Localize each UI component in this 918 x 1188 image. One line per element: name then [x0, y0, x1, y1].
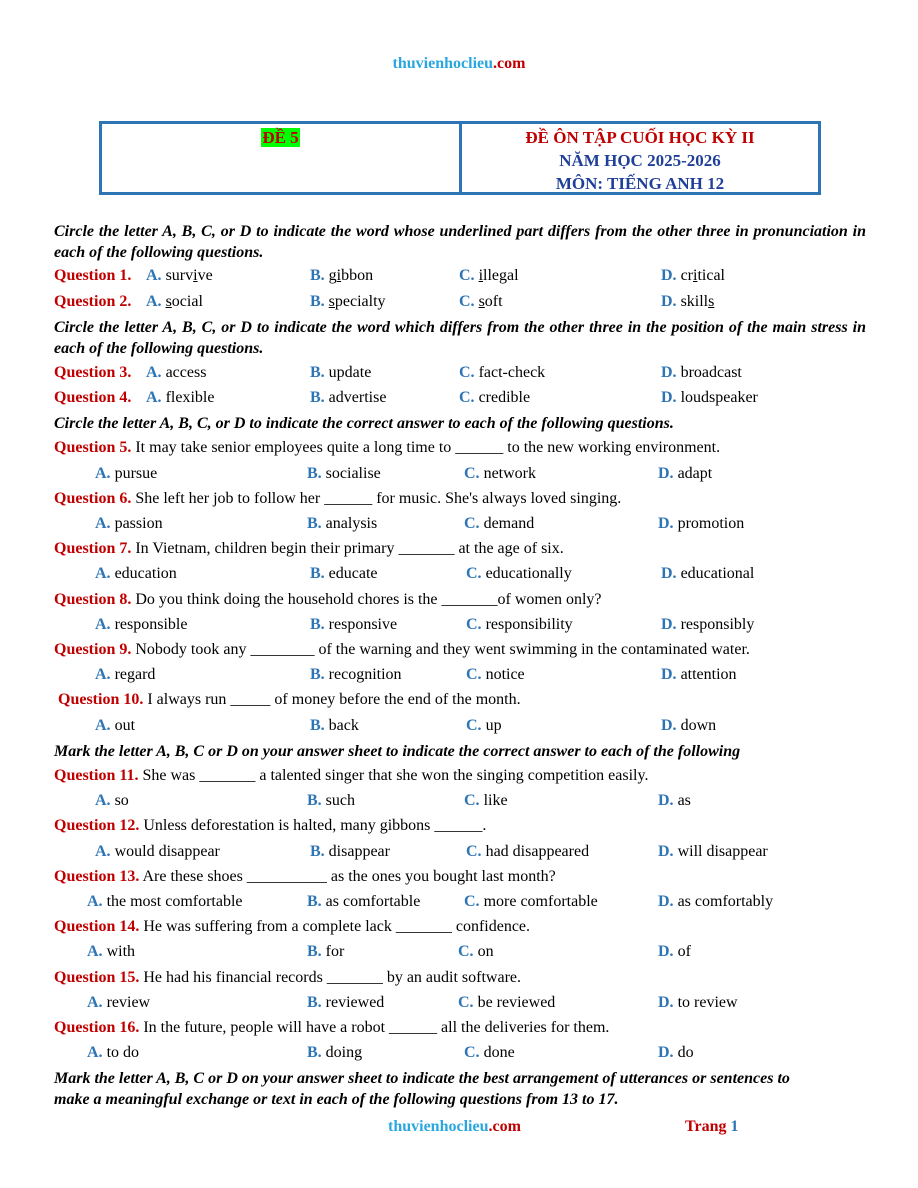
option-c[interactable]: done	[483, 1044, 515, 1061]
option-c[interactable]: up	[485, 717, 502, 734]
option-b[interactable]: responsive	[328, 616, 398, 633]
option-c[interactable]: had disappeared	[485, 843, 590, 860]
option-a[interactable]: the most comfortable	[106, 893, 243, 910]
option-d[interactable]: adapt	[677, 465, 713, 482]
question-3: Question 3. A. access B. update C. fact-check D. broadcast	[54, 364, 742, 381]
page-number	[685, 1118, 738, 1136]
option-c[interactable]: demand	[483, 515, 535, 532]
option-b[interactable]: disappear	[328, 843, 390, 860]
question-8-stem: Question 8. Do you think doing the household chores is the _______of women only?	[54, 591, 602, 608]
question-9-stem: Question 9. Nobody took any ________ of the warning and they went swimming in the contaminated water.	[54, 641, 750, 658]
option-a[interactable]: passion	[114, 515, 163, 532]
option-a[interactable]: regard	[114, 666, 156, 683]
site-header	[0, 55, 918, 73]
option-a[interactable]: flexible	[165, 389, 215, 406]
instruction-correct: Circle the letter A, B, C, or D to indicate the correct answer to each of the following questions.	[54, 415, 674, 432]
option-b[interactable]: for	[325, 943, 345, 960]
option-d[interactable]: do	[677, 1044, 694, 1061]
question-label: Question 3.	[54, 364, 132, 381]
option-a[interactable]: out	[114, 717, 136, 734]
question-label: Question 2.	[54, 293, 132, 310]
option-b[interactable]: advertise	[328, 389, 387, 406]
option-d[interactable]: down	[680, 717, 717, 734]
option-c[interactable]: notice	[485, 666, 525, 683]
question-12-stem: Question 12. Unless deforestation is halted, many gibbons ______.	[54, 817, 487, 834]
option-a[interactable]: so	[114, 792, 129, 809]
instruction-stress: Circle the letter A, B, C, or D to indicate the word which differs from the other three in the position of the main stress in each of the following questions.	[54, 319, 866, 357]
option-c[interactable]: be reviewed	[477, 994, 556, 1011]
option-a[interactable]: education	[114, 565, 177, 582]
exam-title-cell	[462, 124, 818, 192]
question-15-stem: Question 15. He had his financial records _______ by an audit software.	[54, 969, 522, 986]
option-c[interactable]: more comfortable	[483, 893, 598, 910]
option-a[interactable]: responsible	[114, 616, 188, 633]
site-name: thuvienhoclieu	[392, 55, 494, 72]
question-10-stem: Question 10. I always run _____ of money before the end of the month.	[58, 691, 521, 708]
option-c[interactable]: soft	[478, 293, 503, 310]
question-14-stem: Question 14. He was suffering from a complete lack _______ confidence.	[54, 918, 531, 935]
option-d[interactable]: attention	[680, 666, 737, 683]
option-b[interactable]: back	[328, 717, 359, 734]
option-a[interactable]: pursue	[114, 465, 158, 482]
exam-code: ĐỀ 5	[262, 128, 299, 147]
option-d[interactable]: broadcast	[680, 364, 742, 381]
option-d[interactable]: of	[677, 943, 691, 960]
exam-title: ĐỀ ÔN TẬP CUỐI HỌC KỲ II	[525, 128, 755, 147]
question-label: Question 1.	[54, 267, 132, 284]
option-b[interactable]: recognition	[328, 666, 402, 683]
option-c[interactable]: on	[477, 943, 494, 960]
option-a[interactable]: social	[165, 293, 203, 310]
instruction-pronunciation: Circle the letter A, B, C, or D to indicate the word whose underlined part differs from the other three in pronunciation in each of the following questions.	[54, 223, 866, 261]
question-7-stem: Question 7. In Vietnam, children begin their primary _______ at the age of six.	[54, 540, 564, 557]
option-d[interactable]: loudspeaker	[680, 389, 758, 406]
option-d[interactable]: will disappear	[677, 843, 768, 860]
option-d[interactable]: educational	[680, 565, 755, 582]
option-a[interactable]: survive	[165, 267, 213, 284]
question-2: Question 2. A. social B. specialty C. soft D. skills	[54, 293, 715, 310]
option-b[interactable]: as comfortable	[325, 893, 421, 910]
site-domain: .com	[493, 55, 526, 72]
question-label: Question 4.	[54, 389, 132, 406]
option-b[interactable]: analysis	[325, 515, 378, 532]
option-b[interactable]: update	[328, 364, 372, 381]
site-footer	[388, 1118, 521, 1136]
option-a[interactable]: would disappear	[114, 843, 220, 860]
option-b[interactable]: educate	[328, 565, 378, 582]
option-c[interactable]: illegal	[478, 267, 519, 284]
option-b[interactable]: socialise	[325, 465, 381, 482]
option-a[interactable]: review	[106, 994, 151, 1011]
option-d[interactable]: critical	[680, 267, 725, 284]
option-c[interactable]: network	[483, 465, 536, 482]
option-a[interactable]: with	[106, 943, 136, 960]
question-1: Question 1. A. survive B. gibbon C. illegal D. critical	[54, 267, 725, 284]
question-11-stem: Question 11. She was _______ a talented singer that she won the singing competition easily.	[54, 767, 649, 784]
exam-code-cell	[102, 124, 462, 192]
school-year: NĂM HỌC 2025-2026	[559, 151, 721, 170]
option-d[interactable]: responsibly	[680, 616, 755, 633]
option-b[interactable]: such	[325, 792, 355, 809]
option-b[interactable]: gibbon	[328, 267, 374, 284]
site-name: thuvienhoclieu	[388, 1118, 489, 1135]
option-c[interactable]: responsibility	[485, 616, 573, 633]
option-c[interactable]: educationally	[485, 565, 572, 582]
page-num: 1	[730, 1118, 739, 1135]
option-c[interactable]: credible	[478, 389, 531, 406]
question-4: Question 4. A. flexible B. advertise C. credible D. loudspeaker	[54, 389, 758, 406]
option-d[interactable]: skills	[680, 293, 715, 310]
exam-header	[99, 121, 821, 195]
option-d[interactable]: promotion	[677, 515, 745, 532]
option-b[interactable]: doing	[325, 1044, 363, 1061]
site-domain: .com	[488, 1118, 521, 1135]
option-d[interactable]: to review	[677, 994, 738, 1011]
instruction-arrangement: Mark the letter A, B, C or D on your answer sheet to indicate the best arrangement of utterances or sentences to make a meaningful exchange or text in each of the following questions from 13 to 17.	[54, 1070, 790, 1108]
option-b[interactable]: specialty	[328, 293, 386, 310]
option-a[interactable]: to do	[106, 1044, 140, 1061]
question-13-stem: Question 13. Are these shoes __________ as the ones you bought last month?	[54, 868, 556, 885]
instruction-mark: Mark the letter A, B, C or D on your answer sheet to indicate the correct answer to each of the following	[54, 743, 741, 760]
page-label: Trang	[685, 1118, 727, 1135]
option-b[interactable]: reviewed	[325, 994, 385, 1011]
question-16-stem: Question 16. In the future, people will have a robot ______ all the deliveries for them.	[54, 1019, 610, 1036]
subject: MÔN: TIẾNG ANH 12	[555, 174, 725, 193]
option-d[interactable]: as comfortably	[677, 893, 774, 910]
question-6-stem: Question 6. She left her job to follow her ______ for music. She's always loved singing.	[54, 490, 622, 507]
option-c[interactable]: like	[483, 792, 508, 809]
option-c[interactable]: fact-check	[478, 364, 546, 381]
option-a[interactable]: access	[165, 364, 207, 381]
option-d[interactable]: as	[677, 792, 691, 809]
question-5-stem: Question 5. It may take senior employees quite a long time to ______ to the new working environment.	[54, 439, 721, 456]
